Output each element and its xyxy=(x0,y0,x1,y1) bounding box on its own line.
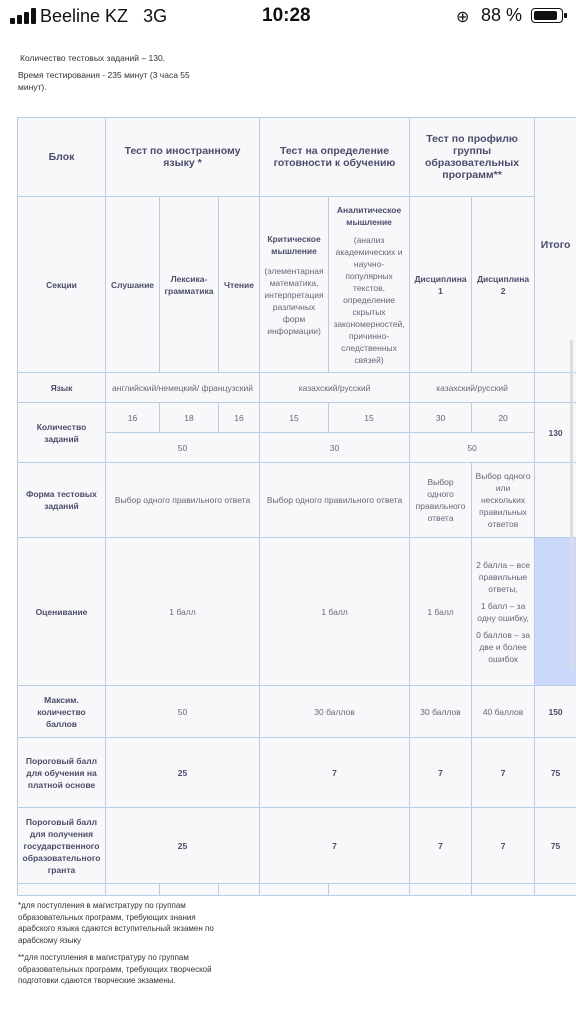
empty-cell xyxy=(160,884,219,896)
language-readiness: казахский/русский xyxy=(260,373,410,403)
count-label: Количество заданий xyxy=(18,403,106,463)
battery-percent: 88 % xyxy=(481,5,523,25)
section-critical-thinking: Критическое мышление (элементарная математика, интерпретация различных форм информации) xyxy=(260,197,329,373)
clock: 10:28 xyxy=(262,5,311,26)
empty-cell xyxy=(535,884,576,896)
count-sum-foreign: 50 xyxy=(106,433,260,463)
threshold-paid-foreign: 25 xyxy=(106,738,260,808)
footnote-2: **для поступления в магистратуру по группам образовательных программ, требующих творческой подготовки сдаются творческие экзамены. xyxy=(18,953,212,985)
empty-cell xyxy=(219,884,260,896)
threshold-grant-total: 75 xyxy=(535,808,576,884)
footnote-1: *для поступления в магистратуру по группам образовательных программ, требующих знания арабского языка сдаются вступительный экзамен по арабскому языку xyxy=(18,901,214,945)
header-total: Итого xyxy=(535,118,576,373)
sections-label: Секции xyxy=(18,197,106,373)
count-reading: 16 xyxy=(219,403,260,433)
rotation-lock-icon: ⊕ xyxy=(456,9,470,26)
scoring-readiness: 1 балл xyxy=(260,538,410,686)
intro-text xyxy=(18,52,193,98)
empty-cell xyxy=(410,884,472,896)
threshold-paid-discipline-2: 7 xyxy=(472,738,535,808)
signal-icon xyxy=(10,8,38,24)
count-critical: 15 xyxy=(260,403,329,433)
battery-icon xyxy=(531,8,563,23)
footnotes xyxy=(18,900,218,993)
status-bar xyxy=(0,0,576,34)
form-label: Форма тестовых заданий xyxy=(18,463,106,538)
section-discipline-1: Дисциплина 1 xyxy=(410,197,472,373)
empty-cell xyxy=(260,884,329,896)
empty-cell xyxy=(329,884,410,896)
task-count-text: Количество тестовых заданий – 130. xyxy=(20,53,166,63)
threshold-paid-total: 75 xyxy=(535,738,576,808)
test-duration-text: Время тестирования - 235 минут (3 часа 55 минут). xyxy=(18,70,190,92)
threshold-grant-label: Пороговый балл для получения государственного образовательного гранта xyxy=(18,808,106,884)
max-total: 150 xyxy=(535,686,576,738)
header-block: Блок xyxy=(18,118,106,197)
empty-cell xyxy=(18,884,106,896)
threshold-grant-foreign: 25 xyxy=(106,808,260,884)
max-readiness: 30 баллов xyxy=(260,686,410,738)
section-analytic-thinking: Аналитическое мышление (анализ академических и научно-популярных текстов, определение скрытых закономерностей, причинно-следственных связей) xyxy=(329,197,410,373)
language-label: Язык xyxy=(18,373,106,403)
section-reading: Чтение xyxy=(219,197,260,373)
form-discipline-1: Выбор одного правильного ответа xyxy=(410,463,472,538)
threshold-paid-readiness: 7 xyxy=(260,738,410,808)
count-discipline-1: 30 xyxy=(410,403,472,433)
header-foreign-language: Тест по иностранному языку * xyxy=(106,118,260,197)
max-discipline-1: 30 баллов xyxy=(410,686,472,738)
scoring-discipline-2: 2 балла – все правильные ответы, 1 балл – за одну ошибку, 0 баллов – за две и более ошибок xyxy=(472,538,535,686)
section-lexicon-grammar: Лексика-грамматика xyxy=(160,197,219,373)
header-profile: Тест по профилю группы образовательных программ** xyxy=(410,118,535,197)
form-foreign: Выбор одного правильного ответа xyxy=(106,463,260,538)
max-discipline-2: 40 баллов xyxy=(472,686,535,738)
count-total: 130 xyxy=(535,403,576,463)
max-score-label: Максим. количество баллов xyxy=(18,686,106,738)
threshold-grant-readiness: 7 xyxy=(260,808,410,884)
language-foreign: английский/немецкий/ французский xyxy=(106,373,260,403)
form-discipline-2: Выбор одного или нескольких правильных ответов xyxy=(472,463,535,538)
count-analytic: 15 xyxy=(329,403,410,433)
count-sum-readiness: 30 xyxy=(260,433,410,463)
count-listening: 16 xyxy=(106,403,160,433)
scrollbar[interactable] xyxy=(570,340,573,670)
count-discipline-2: 20 xyxy=(472,403,535,433)
threshold-paid-label: Пороговый балл для обучения на платной основе xyxy=(18,738,106,808)
exam-structure-table xyxy=(17,117,576,896)
language-profile: казахский/русский xyxy=(410,373,535,403)
count-lexicon: 18 xyxy=(160,403,219,433)
header-readiness: Тест на определение готовности к обучению xyxy=(260,118,410,197)
max-foreign: 50 xyxy=(106,686,260,738)
section-listening: Слушание xyxy=(106,197,160,373)
section-discipline-2: Дисциплина 2 xyxy=(472,197,535,373)
count-sum-profile: 50 xyxy=(410,433,535,463)
threshold-paid-discipline-1: 7 xyxy=(410,738,472,808)
threshold-grant-discipline-1: 7 xyxy=(410,808,472,884)
threshold-grant-discipline-2: 7 xyxy=(472,808,535,884)
scoring-foreign: 1 балл xyxy=(106,538,260,686)
carrier-label: Beeline KZ 3G xyxy=(40,6,168,26)
empty-cell xyxy=(472,884,535,896)
form-readiness: Выбор одного правильного ответа xyxy=(260,463,410,538)
empty-cell xyxy=(106,884,160,896)
scoring-label: Оценивание xyxy=(18,538,106,686)
scoring-discipline-1: 1 балл xyxy=(410,538,472,686)
